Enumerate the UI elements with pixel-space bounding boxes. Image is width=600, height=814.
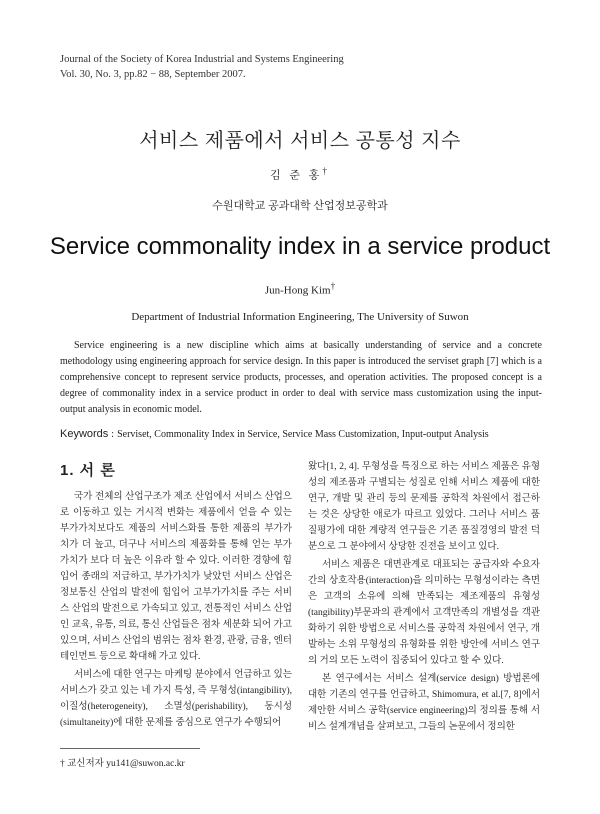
keywords-text: Serviset, Commonality Index in Service, Service Mass Customization, Input-output Analysis [117, 429, 489, 440]
paragraph: 서비스 제품은 대면관계로 대표되는 공급자와 수요자간의 상호작용(interaction)을 의미하는 무형성이라는 측면은 고객의 소유에 의해 만족되는 제조제품의 유형성(tangibility)부문과의 관계에서 고객만족의 개별성을 객관화하기 위한 방법으로 서비스를 공학적 차원에서 연구, 개발하는 소위 무형성의 유형화를 위한 방안에 서비스 연구의 거의 모든 노력이 집중되어 있다고 할 수 있다. [308, 560, 540, 666]
journal-header [60, 52, 344, 82]
footnote-text: 교신저자 yu141@suwon.ac.kr [67, 759, 185, 769]
korean-author [0, 166, 600, 183]
footnote-mark: † [60, 759, 65, 769]
right-column [308, 459, 540, 737]
journal-name: Journal of the Society of Korea Industrial and Systems Engineering [60, 54, 344, 65]
paragraph: 왔다[1, 2, 4]. 무형성을 특징으로 하는 서비스 제품은 유형성의 제조품과 구별되는 성질로 인해 서비스 제품에 대한 연구, 개발 및 관리 등의 문제를 공학적 차원에서 접근하는 것은 상당한 애로가 따르고 있었다. 그러나 서비스 품질평가에 대한 계량적 연구들은 기존 품질경영의 발전 덕분으로 그 분야에서 상당한 진전을 보이고 있다. [308, 462, 540, 552]
corresponding-author-mark: † [322, 166, 330, 176]
keywords [60, 428, 542, 440]
keywords-label: Keywords [60, 428, 109, 440]
korean-affiliation: 수원대학교 공과대학 산업정보공학과 [212, 200, 388, 212]
english-author [0, 281, 600, 297]
paragraph: 본 연구에서는 서비스 설계(service design) 방법론에 대한 기존의 연구를 언급하고, Shimomura, et al.[7, 8]에서 제안한 서비스 공학(service engineering)의 정의를 통해 서비스 설계개념을 살펴보고, 그들의 논문에서 정의한 [308, 674, 540, 732]
keywords-separator: : [111, 429, 115, 440]
paragraph: 국가 전체의 산업구조가 제조 산업에서 서비스 산업으로 이동하고 있는 거시적 변화는 제품에서 얻을 수 있는 부가가치보다도 제품의 서비스화를 통한 제품의 부가가치가 더 높고, 더구나 서비스의 제품화를 통해 얻는 부가가치가 보다 더 높은 이유라 할 수 있다. 이러한 경향에 힘입어 종래의 저급하고, 부가가치가 낮았던 서비스 산업은 정보통신 산업의 발전에 힘입어 고부가가치를 주는 서비스 산업의 발전으로 가속되고 있고, 전통적인 서비스 산업인 교육, 유통, 의료, 통신 산업들은 점차 세분화 되어 가고 있으며, 서비스 산업의 범위는 점차 환경, 관광, 금융, 엔터테인먼트 등으로 확대해 가고 있다. [60, 492, 292, 662]
korean-title: 서비스 제품에서 서비스 공통성 지수 [139, 130, 461, 152]
korean-author-name: 김 준 홍 [270, 169, 323, 182]
english-affiliation: Department of Industrial Information Engineering, The University of Suwon [131, 311, 469, 323]
footnote-divider [60, 748, 200, 749]
english-title: Service commonality index in a service product [49, 233, 551, 260]
section-heading-introduction: 1. 서 론 [60, 462, 116, 479]
footnote [60, 755, 185, 769]
abstract: Service engineering is a new discipline which aims at basically understanding of service and a concrete methodology using engineering approach for service design. In this paper is introduced the serviset graph [7] which is a comprehensive concept to represent service products, processes, and operation activities. The proposed concept is a degree of commonality index in a service product in order to deal with service mass customization using the input-output analysis in economic model. [60, 340, 542, 415]
english-author-name: Jun-Hong Kim [264, 284, 331, 297]
paragraph: 서비스에 대한 연구는 마케팅 분야에서 언급하고 있는 서비스가 갖고 있는 네 가지 특성, 즉 무형성(intangibility), 이질성(heterogeneity), 소멸성(perishability), 동시성(simultaneity)에 대한 문제를 중심으로 연구가 수행되어 [60, 670, 292, 728]
left-column [60, 489, 292, 733]
corresponding-author-mark-en: † [330, 281, 336, 291]
journal-volume: Vol. 30, No. 3, pp.82 − 88, September 2007. [60, 69, 246, 80]
